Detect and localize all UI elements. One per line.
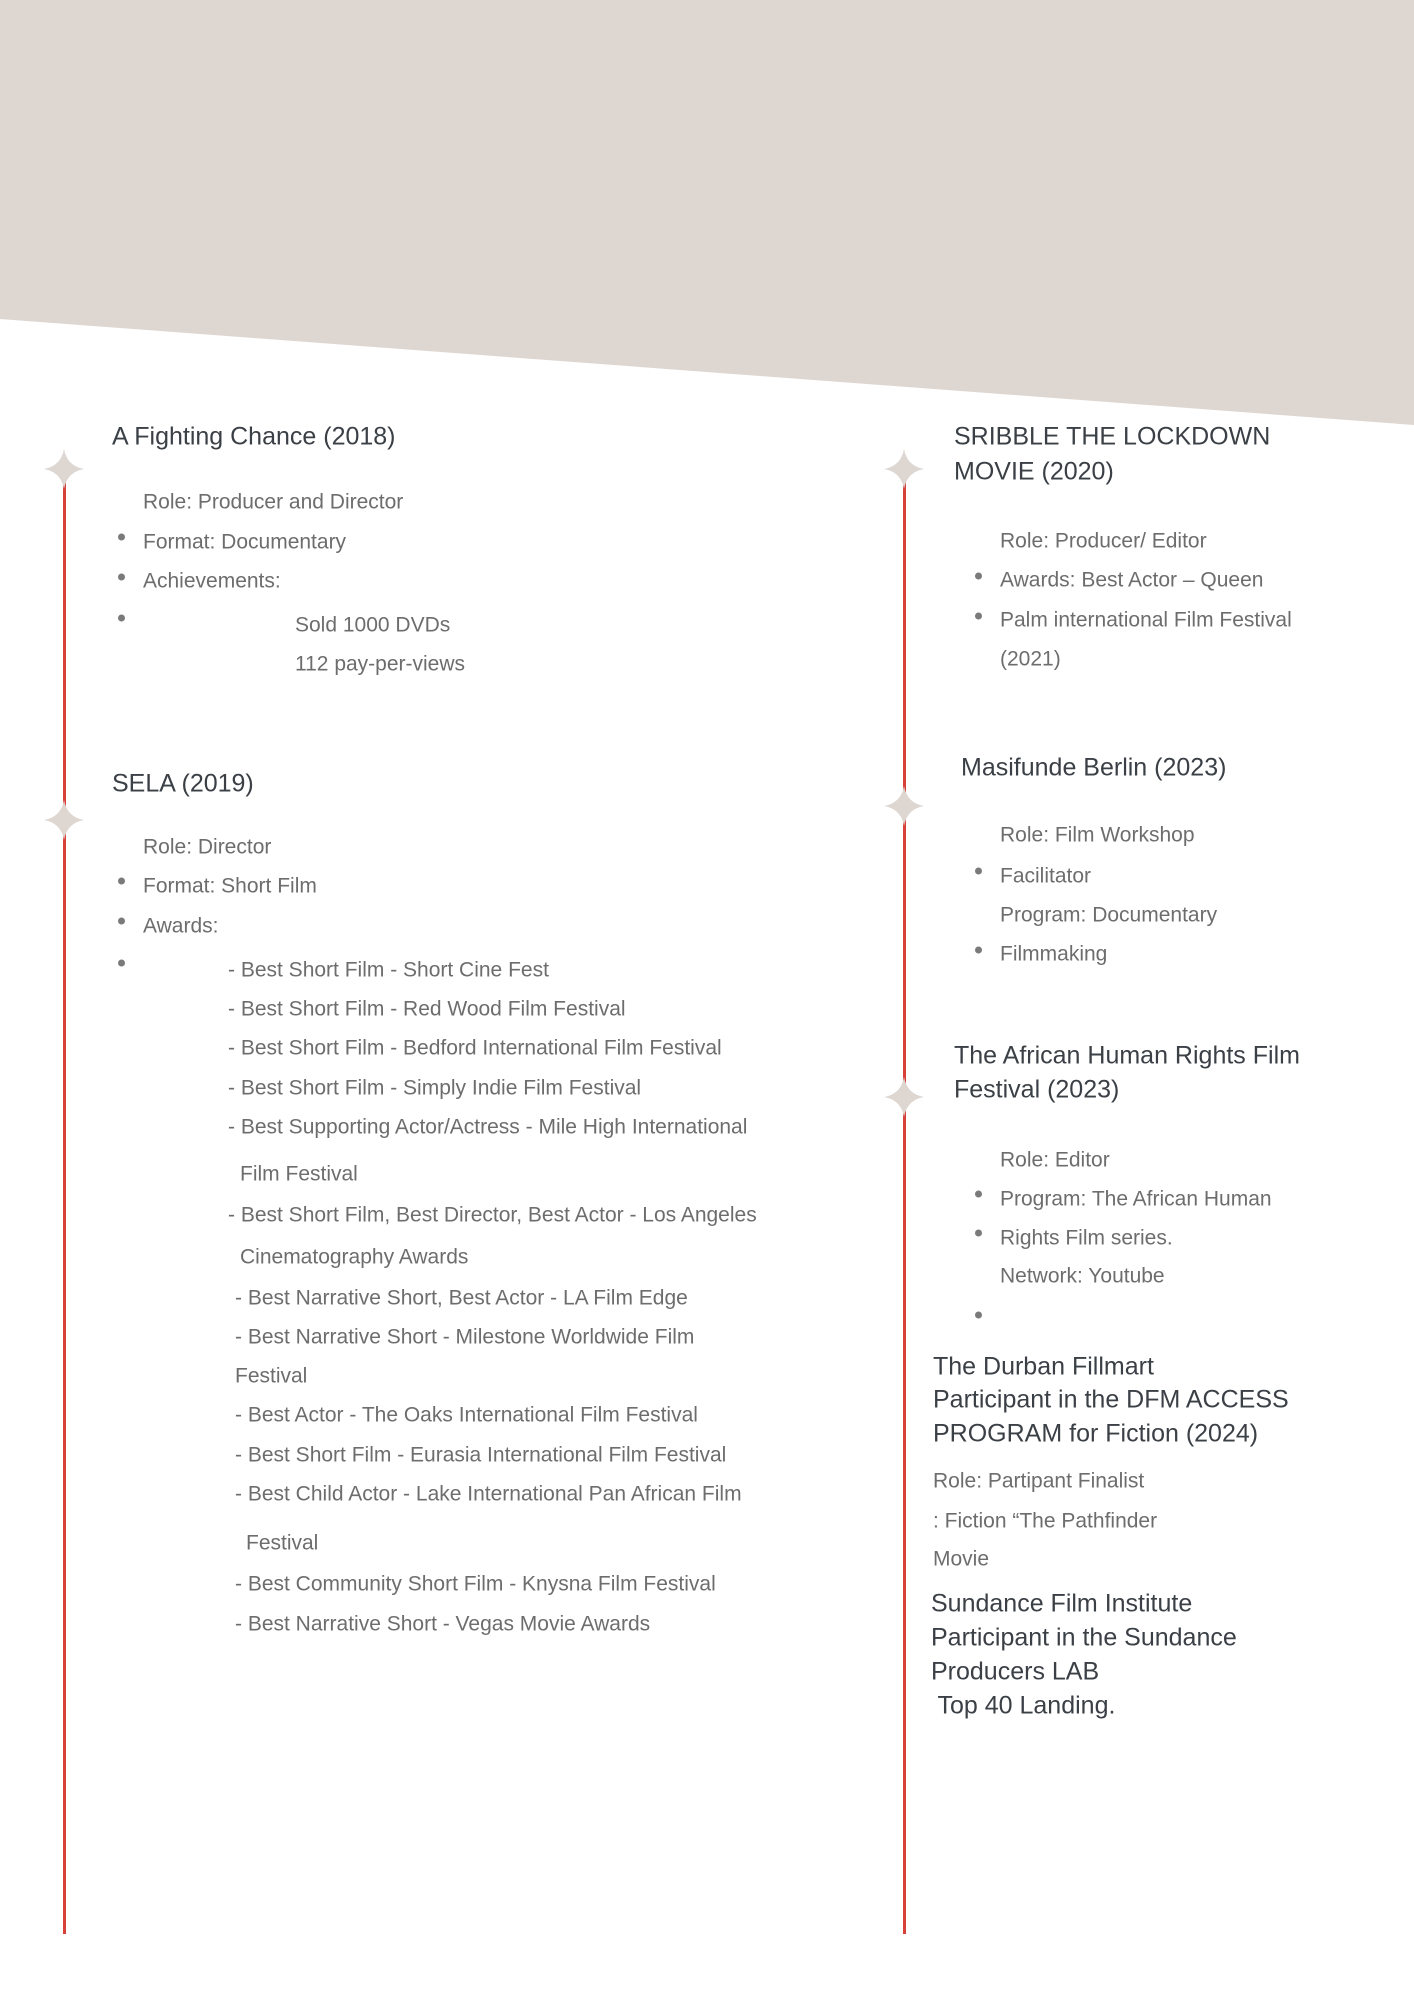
entry-title: Festival (2023) (954, 1075, 1120, 1104)
bullet (975, 1230, 982, 1237)
star-icon (884, 786, 924, 826)
bullet (975, 1312, 982, 1319)
entry-title: Masifunde Berlin (2023) (961, 753, 1227, 782)
entry-title: Producers LAB (931, 1657, 1100, 1686)
award-item: - Best Child Actor - Lake International Pan African Film (235, 1482, 742, 1506)
entry-line: Role: Partipant Finalist (933, 1469, 1145, 1493)
award-item: Cinematography Awards (240, 1245, 469, 1269)
entry-awards: Awards: (143, 914, 219, 938)
entry-line: Role: Film Workshop (1000, 823, 1195, 847)
timeline-left (63, 472, 66, 1934)
entry-format: Format: Documentary (143, 530, 347, 554)
star-icon (44, 800, 84, 840)
bullet (975, 613, 982, 620)
award-item: - Best Actor - The Oaks International Film Festival (235, 1403, 698, 1427)
award-item: Festival (235, 1364, 308, 1388)
award-item: - Best Short Film - Short Cine Fest (228, 958, 549, 982)
award-item: - Best Narrative Short, Best Actor - LA Film Edge (235, 1286, 688, 1310)
entry-line: Program: The African Human (1000, 1187, 1272, 1211)
entry-title: PROGRAM for Fiction (2024) (933, 1419, 1259, 1448)
award-item: - Best Supporting Actor/Actress - Mile High International (228, 1115, 748, 1139)
entry-title: Participant in the Sundance (931, 1623, 1237, 1652)
award-item: - Best Short Film - Simply Indie Film Festival (228, 1076, 642, 1100)
bullet (975, 573, 982, 580)
award-item: - Best Short Film, Best Director, Best Actor - Los Angeles (228, 1203, 757, 1227)
bullet (975, 1191, 982, 1198)
bullet (118, 918, 125, 925)
entry-line: Rights Film series. (1000, 1226, 1173, 1250)
bullet (118, 960, 125, 967)
entry-line: Role: Editor (1000, 1148, 1110, 1172)
entry-title: Participant in the DFM ACCESS (933, 1385, 1289, 1414)
timeline-right (903, 472, 906, 1934)
entry-line: Awards: Best Actor – Queen (1000, 568, 1264, 592)
entry-achievements: Achievements: (143, 569, 281, 593)
achievement-item: 112 pay-per-views (295, 652, 466, 676)
bullet (118, 615, 125, 622)
entry-title: MOVIE (2020) (954, 457, 1114, 486)
award-item: - Best Short Film - Eurasia International Film Festival (235, 1443, 727, 1467)
entry-line: Network: Youtube (1000, 1264, 1165, 1288)
bullet (118, 534, 125, 541)
entry-line: Program: Documentary (1000, 903, 1218, 927)
entry-title: The Durban Fillmart (933, 1352, 1154, 1381)
star-icon (44, 449, 84, 489)
entry-line: (2021) (1000, 647, 1061, 671)
achievement-item: Sold 1000 DVDs (295, 613, 451, 637)
entry-title: Top 40 Landing. (931, 1691, 1116, 1720)
star-icon (884, 449, 924, 489)
entry-title: SELA (2019) (112, 769, 254, 798)
star-icon (884, 1077, 924, 1117)
award-item: - Best Short Film - Red Wood Film Festival (228, 997, 626, 1021)
entry-line: Movie (933, 1547, 990, 1571)
bullet (118, 574, 125, 581)
bullet (975, 868, 982, 875)
header-band (0, 0, 1414, 430)
entry-title: Sundance Film Institute (931, 1589, 1193, 1618)
award-item: Festival (246, 1531, 319, 1555)
entry-line: : Fiction “The Pathfinder (933, 1509, 1158, 1533)
entry-format: Format: Short Film (143, 874, 317, 898)
entry-role: Role: Director (143, 835, 272, 859)
award-item: - Best Narrative Short - Milestone Worldwide Film (235, 1325, 695, 1349)
entry-role: Role: Producer and Director (143, 490, 404, 514)
award-item: - Best Narrative Short - Vegas Movie Awards (235, 1612, 651, 1636)
bullet (975, 947, 982, 954)
entry-line: Role: Producer/ Editor (1000, 529, 1207, 553)
entry-line: Filmmaking (1000, 942, 1108, 966)
entry-title: A Fighting Chance (2018) (112, 422, 396, 451)
award-item: - Best Short Film - Bedford International Film Festival (228, 1036, 722, 1060)
award-item: - Best Community Short Film - Knysna Film Festival (235, 1572, 716, 1596)
entry-title: The African Human Rights Film (954, 1041, 1300, 1070)
award-item: Film Festival (240, 1162, 358, 1186)
entry-title: SRIBBLE THE LOCKDOWN (954, 422, 1271, 451)
bullet (118, 878, 125, 885)
entry-line: Facilitator (1000, 864, 1092, 888)
entry-line: Palm international Film Festival (1000, 608, 1292, 632)
